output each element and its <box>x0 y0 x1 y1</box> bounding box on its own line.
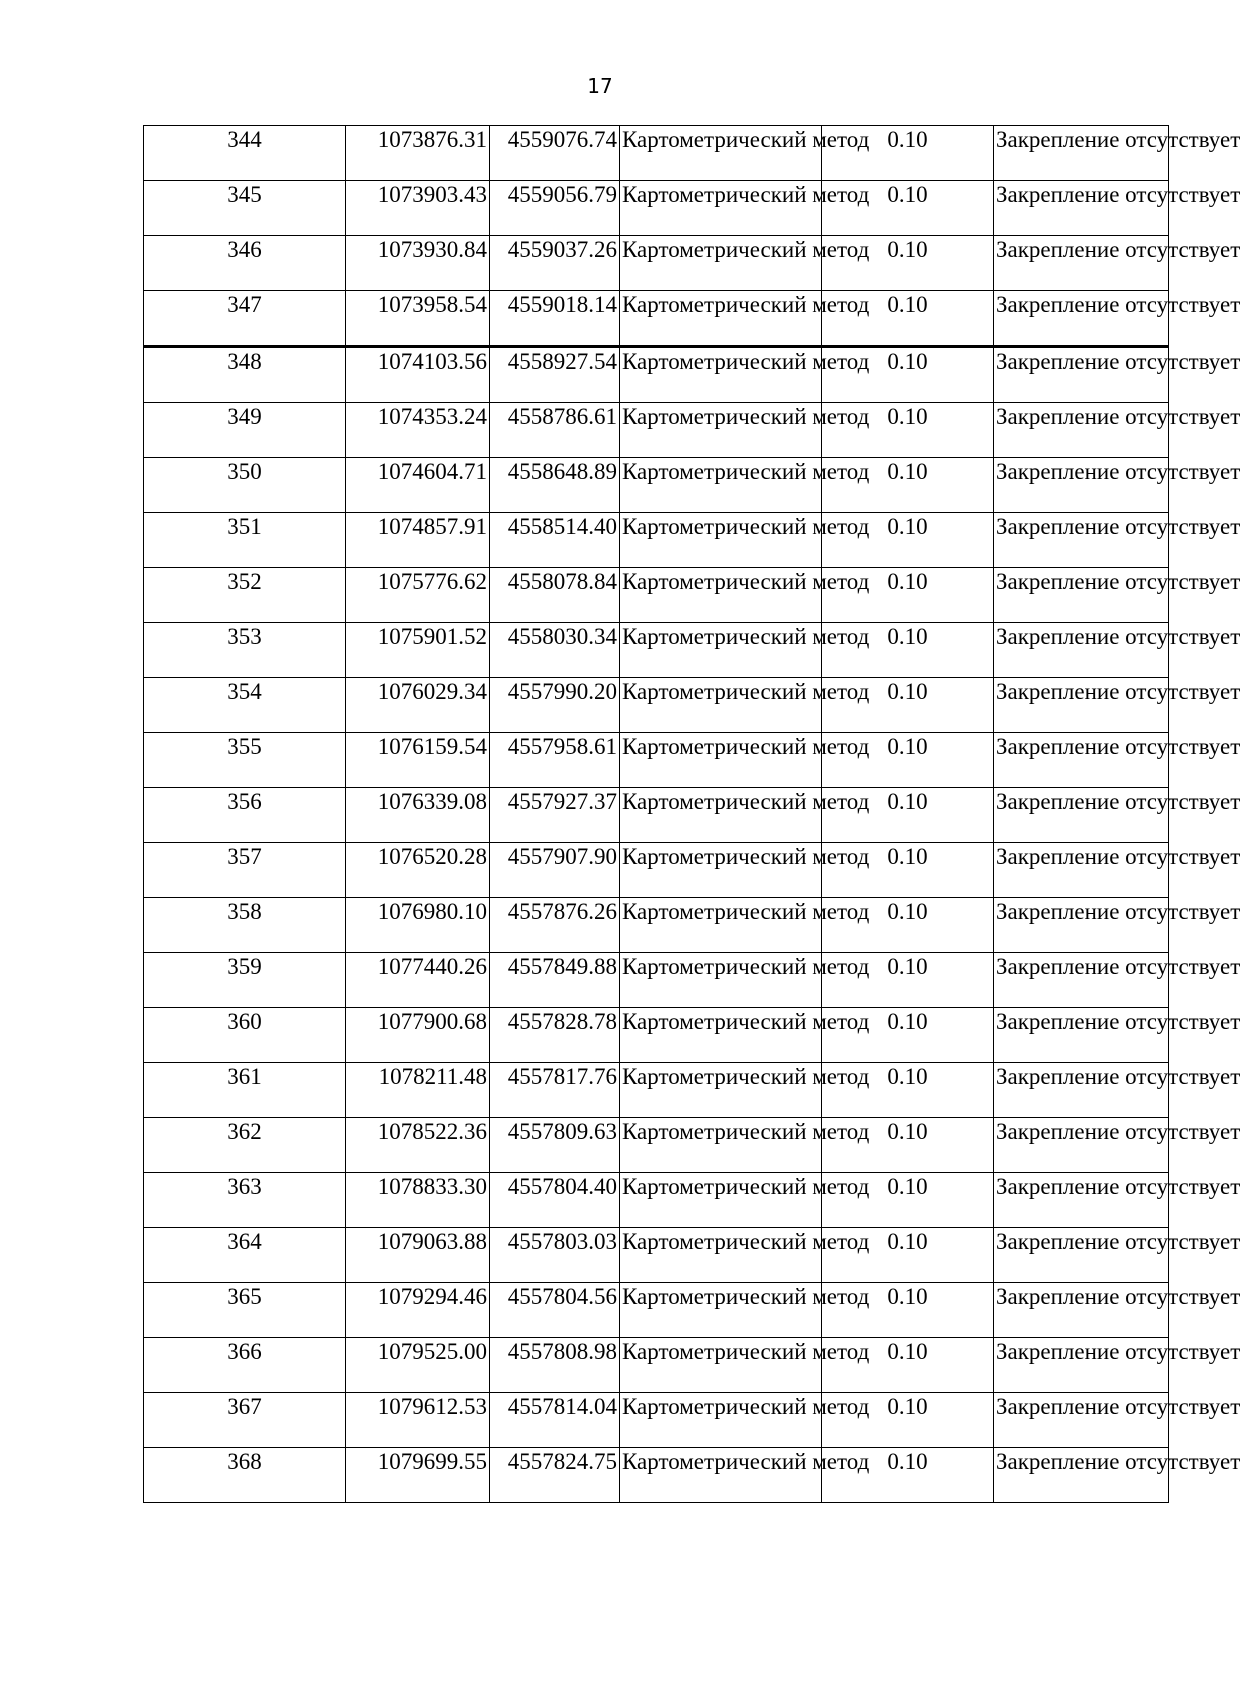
y-coordinate-cell: 4557849.88 <box>490 953 620 1008</box>
point-number-cell: 360 <box>144 1008 346 1063</box>
accuracy-cell: 0.10 <box>822 126 994 181</box>
table-row <box>144 1448 1169 1503</box>
point-number-cell: 366 <box>144 1338 346 1393</box>
table-row <box>144 1338 1169 1393</box>
x-coordinate-cell: 1079063.88 <box>346 1228 490 1283</box>
x-coordinate-cell: 1073958.54 <box>346 291 490 347</box>
accuracy-cell: 0.10 <box>822 1228 994 1283</box>
point-number-cell: 350 <box>144 458 346 513</box>
y-coordinate-cell: 4559076.74 <box>490 126 620 181</box>
x-coordinate-cell: 1074604.71 <box>346 458 490 513</box>
point-number-cell: 352 <box>144 568 346 623</box>
method-cell: Картометрический метод <box>620 1283 822 1338</box>
y-coordinate-cell: 4558648.89 <box>490 458 620 513</box>
fixing-description-cell: Закрепление отсутствует <box>994 291 1169 347</box>
fixing-description-cell: Закрепление отсутствует <box>994 403 1169 458</box>
fixing-description-cell: Закрепление отсутствует <box>994 678 1169 733</box>
method-cell: Картометрический метод <box>620 1173 822 1228</box>
accuracy-cell: 0.10 <box>822 953 994 1008</box>
y-coordinate-cell: 4557803.03 <box>490 1228 620 1283</box>
y-coordinate-cell: 4558786.61 <box>490 403 620 458</box>
y-coordinate-cell: 4559056.79 <box>490 181 620 236</box>
y-coordinate-cell: 4559037.26 <box>490 236 620 291</box>
fixing-description-cell: Закрепление отсутствует <box>994 1173 1169 1228</box>
fixing-description-cell: Закрепление отсутствует <box>994 788 1169 843</box>
x-coordinate-cell: 1078211.48 <box>346 1063 490 1118</box>
y-coordinate-cell: 4557808.98 <box>490 1338 620 1393</box>
x-coordinate-cell: 1079294.46 <box>346 1283 490 1338</box>
method-cell: Картометрический метод <box>620 1448 822 1503</box>
point-number-cell: 347 <box>144 291 346 347</box>
accuracy-cell: 0.10 <box>822 568 994 623</box>
accuracy-cell: 0.10 <box>822 513 994 568</box>
fixing-description-cell: Закрепление отсутствует <box>994 236 1169 291</box>
accuracy-cell: 0.10 <box>822 1448 994 1503</box>
accuracy-cell: 0.10 <box>822 898 994 953</box>
table-row <box>144 458 1169 513</box>
x-coordinate-cell: 1079699.55 <box>346 1448 490 1503</box>
accuracy-cell: 0.10 <box>822 1173 994 1228</box>
y-coordinate-cell: 4557990.20 <box>490 678 620 733</box>
method-cell: Картометрический метод <box>620 1228 822 1283</box>
accuracy-cell: 0.10 <box>822 678 994 733</box>
y-coordinate-cell: 4558030.34 <box>490 623 620 678</box>
accuracy-cell: 0.10 <box>822 1393 994 1448</box>
accuracy-cell: 0.10 <box>822 181 994 236</box>
point-number-cell: 354 <box>144 678 346 733</box>
accuracy-cell: 0.10 <box>822 1008 994 1063</box>
y-coordinate-cell: 4557817.76 <box>490 1063 620 1118</box>
point-number-cell: 355 <box>144 733 346 788</box>
fixing-description-cell: Закрепление отсутствует <box>994 1008 1169 1063</box>
method-cell: Картометрический метод <box>620 1063 822 1118</box>
point-number-cell: 368 <box>144 1448 346 1503</box>
fixing-description-cell: Закрепление отсутствует <box>994 126 1169 181</box>
accuracy-cell: 0.10 <box>822 1118 994 1173</box>
table-row <box>144 733 1169 788</box>
x-coordinate-cell: 1073930.84 <box>346 236 490 291</box>
point-number-cell: 344 <box>144 126 346 181</box>
point-number-cell: 362 <box>144 1118 346 1173</box>
fixing-description-cell: Закрепление отсутствует <box>994 181 1169 236</box>
x-coordinate-cell: 1076159.54 <box>346 733 490 788</box>
method-cell: Картометрический метод <box>620 1118 822 1173</box>
method-cell: Картометрический метод <box>620 1393 822 1448</box>
table-row <box>144 1393 1169 1448</box>
fixing-description-cell: Закрепление отсутствует <box>994 568 1169 623</box>
accuracy-cell: 0.10 <box>822 1283 994 1338</box>
accuracy-cell: 0.10 <box>822 403 994 458</box>
table-row <box>144 181 1169 236</box>
accuracy-cell: 0.10 <box>822 1063 994 1118</box>
table-row <box>144 513 1169 568</box>
accuracy-cell: 0.10 <box>822 236 994 291</box>
x-coordinate-cell: 1078833.30 <box>346 1173 490 1228</box>
point-number-cell: 346 <box>144 236 346 291</box>
fixing-description-cell: Закрепление отсутствует <box>994 347 1169 403</box>
method-cell: Картометрический метод <box>620 953 822 1008</box>
point-number-cell: 349 <box>144 403 346 458</box>
x-coordinate-cell: 1075901.52 <box>346 623 490 678</box>
accuracy-cell: 0.10 <box>822 843 994 898</box>
method-cell: Картометрический метод <box>620 1338 822 1393</box>
fixing-description-cell: Закрепление отсутствует <box>994 1338 1169 1393</box>
x-coordinate-cell: 1078522.36 <box>346 1118 490 1173</box>
method-cell: Картометрический метод <box>620 458 822 513</box>
x-coordinate-cell: 1076520.28 <box>346 843 490 898</box>
coordinates-table <box>143 125 1240 1503</box>
y-coordinate-cell: 4557927.37 <box>490 788 620 843</box>
accuracy-cell: 0.10 <box>822 291 994 347</box>
point-number-cell: 361 <box>144 1063 346 1118</box>
x-coordinate-cell: 1074857.91 <box>346 513 490 568</box>
method-cell: Картометрический метод <box>620 568 822 623</box>
accuracy-cell: 0.10 <box>822 458 994 513</box>
x-coordinate-cell: 1079525.00 <box>346 1338 490 1393</box>
table-row <box>144 788 1169 843</box>
fixing-description-cell: Закрепление отсутствует <box>994 1448 1169 1503</box>
x-coordinate-cell: 1076980.10 <box>346 898 490 953</box>
accuracy-cell: 0.10 <box>822 623 994 678</box>
page-number: 17 <box>587 74 613 98</box>
table-row <box>144 898 1169 953</box>
x-coordinate-cell: 1075776.62 <box>346 568 490 623</box>
y-coordinate-cell: 4558927.54 <box>490 347 620 403</box>
table-row <box>144 623 1169 678</box>
fixing-description-cell: Закрепление отсутствует <box>994 733 1169 788</box>
table-row <box>144 126 1169 181</box>
method-cell: Картометрический метод <box>620 513 822 568</box>
method-cell: Картометрический метод <box>620 898 822 953</box>
method-cell: Картометрический метод <box>620 623 822 678</box>
point-number-cell: 363 <box>144 1173 346 1228</box>
fixing-description-cell: Закрепление отсутствует <box>994 1393 1169 1448</box>
method-cell: Картометрический метод <box>620 788 822 843</box>
point-number-cell: 351 <box>144 513 346 568</box>
fixing-description-cell: Закрепление отсутствует <box>994 1118 1169 1173</box>
method-cell: Картометрический метод <box>620 236 822 291</box>
point-number-cell: 345 <box>144 181 346 236</box>
table-row <box>144 568 1169 623</box>
table-row <box>144 678 1169 733</box>
x-coordinate-cell: 1077900.68 <box>346 1008 490 1063</box>
fixing-description-cell: Закрепление отсутствует <box>994 843 1169 898</box>
method-cell: Картометрический метод <box>620 733 822 788</box>
point-number-cell: 357 <box>144 843 346 898</box>
table-row <box>144 1173 1169 1228</box>
fixing-description-cell: Закрепление отсутствует <box>994 1283 1169 1338</box>
method-cell: Картометрический метод <box>620 843 822 898</box>
point-number-cell: 353 <box>144 623 346 678</box>
method-cell: Картометрический метод <box>620 678 822 733</box>
x-coordinate-cell: 1079612.53 <box>346 1393 490 1448</box>
fixing-description-cell: Закрепление отсутствует <box>994 623 1169 678</box>
y-coordinate-cell: 4558514.40 <box>490 513 620 568</box>
point-number-cell: 348 <box>144 347 346 403</box>
fixing-description-cell: Закрепление отсутствует <box>994 1063 1169 1118</box>
x-coordinate-cell: 1077440.26 <box>346 953 490 1008</box>
table-row <box>144 1118 1169 1173</box>
accuracy-cell: 0.10 <box>822 347 994 403</box>
point-number-cell: 364 <box>144 1228 346 1283</box>
y-coordinate-cell: 4557876.26 <box>490 898 620 953</box>
y-coordinate-cell: 4557828.78 <box>490 1008 620 1063</box>
fixing-description-cell: Закрепление отсутствует <box>994 513 1169 568</box>
x-coordinate-cell: 1074103.56 <box>346 347 490 403</box>
fixing-description-cell: Закрепление отсутствует <box>994 953 1169 1008</box>
x-coordinate-cell: 1074353.24 <box>346 403 490 458</box>
x-coordinate-cell: 1076339.08 <box>346 788 490 843</box>
table-row <box>144 1228 1169 1283</box>
x-coordinate-cell: 1076029.34 <box>346 678 490 733</box>
method-cell: Картометрический метод <box>620 181 822 236</box>
fixing-description-cell: Закрепление отсутствует <box>994 1228 1169 1283</box>
table-row <box>144 403 1169 458</box>
table-row <box>144 1063 1169 1118</box>
y-coordinate-cell: 4557958.61 <box>490 733 620 788</box>
point-number-cell: 356 <box>144 788 346 843</box>
y-coordinate-cell: 4557804.40 <box>490 1173 620 1228</box>
table-row <box>144 291 1169 347</box>
fixing-description-cell: Закрепление отсутствует <box>994 898 1169 953</box>
table-row <box>144 1283 1169 1338</box>
y-coordinate-cell: 4557809.63 <box>490 1118 620 1173</box>
accuracy-cell: 0.10 <box>822 1338 994 1393</box>
x-coordinate-cell: 1073876.31 <box>346 126 490 181</box>
table-row <box>144 347 1169 403</box>
method-cell: Картометрический метод <box>620 291 822 347</box>
point-number-cell: 365 <box>144 1283 346 1338</box>
method-cell: Картометрический метод <box>620 126 822 181</box>
y-coordinate-cell: 4557814.04 <box>490 1393 620 1448</box>
accuracy-cell: 0.10 <box>822 788 994 843</box>
y-coordinate-cell: 4558078.84 <box>490 568 620 623</box>
method-cell: Картометрический метод <box>620 1008 822 1063</box>
fixing-description-cell: Закрепление отсутствует <box>994 458 1169 513</box>
x-coordinate-cell: 1073903.43 <box>346 181 490 236</box>
method-cell: Картометрический метод <box>620 347 822 403</box>
y-coordinate-cell: 4557804.56 <box>490 1283 620 1338</box>
y-coordinate-cell: 4557824.75 <box>490 1448 620 1503</box>
accuracy-cell: 0.10 <box>822 733 994 788</box>
table-row <box>144 953 1169 1008</box>
point-number-cell: 359 <box>144 953 346 1008</box>
table-row <box>144 843 1169 898</box>
point-number-cell: 367 <box>144 1393 346 1448</box>
method-cell: Картометрический метод <box>620 403 822 458</box>
table-row <box>144 1008 1169 1063</box>
y-coordinate-cell: 4557907.90 <box>490 843 620 898</box>
coordinates-table-body <box>144 126 1240 1503</box>
table-row <box>144 236 1169 291</box>
y-coordinate-cell: 4559018.14 <box>490 291 620 347</box>
point-number-cell: 358 <box>144 898 346 953</box>
